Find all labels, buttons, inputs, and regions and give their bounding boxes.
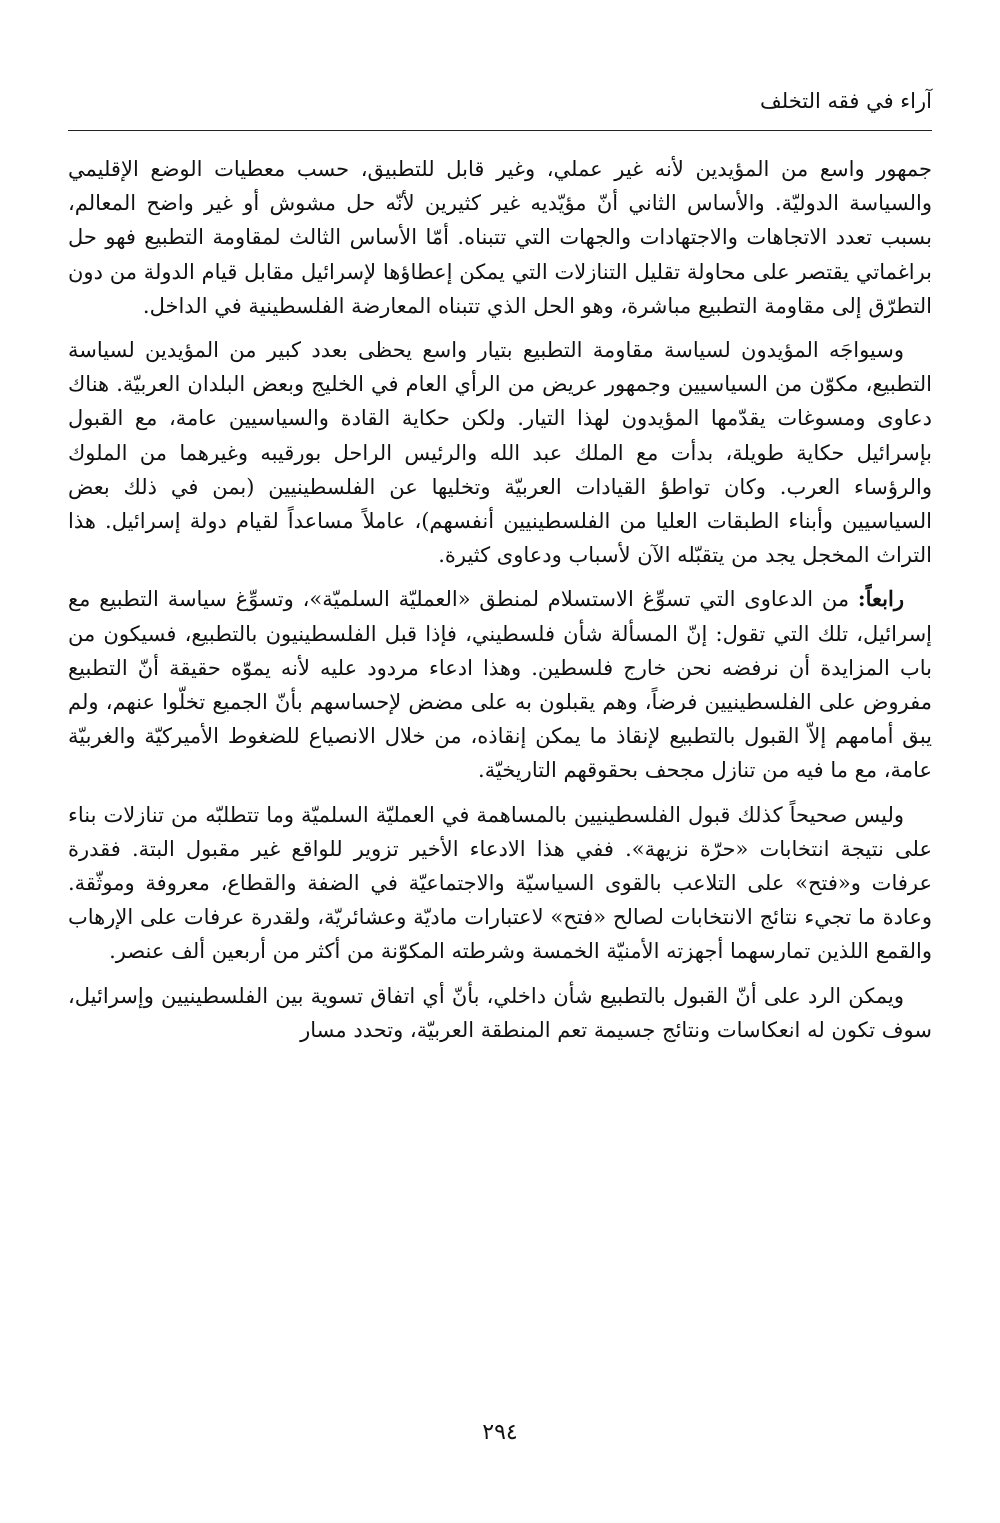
paragraph-4: وليس صحيحاً كذلك قبول الفلسطينيين بالمساهمة في العمليّة السلميّة وما تتطلبّه من تنازلات بناء على نتيجة انتخابات «حرّة نزيهة». ففي هذا الادعاء الأخير تزوير للواقع غير مقبول البتة. فقدرة عرفات و«فتح» على التلاعب بالقوى السياسيّة والاجتماعيّة في الضفة والقطاع، معروفة وموثّقة. وعادة ما تجيء نتائج الانتخابات لصالح «فتح» لاعتبارات ماديّة وعشائريّة، ولقدرة عرفات على الإرهاب والقمع اللذين تمارسهما أجهزته الأمنيّة الخمسة وشرطته المكوّنة من أكثر من أربعين ألف عنصر. bbox=[68, 802, 932, 964]
paragraph-3 bbox=[68, 582, 932, 787]
header-rule bbox=[68, 130, 932, 131]
paragraph-3-text: من الدعاوى التي تسوِّغ الاستسلام لمنطق «العمليّة السلميّة»، وتسوِّغ سياسة التطبيع مع إسرائيل، تلك التي تقول: إنّ المسألة شأن فلسطيني، فإذا قبل الفلسطينيون بالتطبيع، فسيكون من باب المزايدة أن نرفضه نحن خارج فلسطين. وهذا ادعاء مردود عليه لأنه يموّه حقيقة أنّ التطبيع مفروض على الفلسطينيين فرضاً، وهم يقبلون به على مضض لإحساسهم بأنّ الجميع تخلّوا عنهم، ولم يبق أمامهم إلاّ القبول بالتطبيع لإنقاذ ما يمكن إنقاذه، من خلال الانصياع للضغوط الأميركيّة والغربيّة عامة، مع ما فيه من تنازل مجحف بحقوقهم التاريخيّة. bbox=[68, 587, 932, 783]
paragraph-1: جمهور واسع من المؤيدين لأنه غير عملي، وغير قابل للتطبيق، حسب معطيات الوضع الإقليمي والسياسة الدوليّة. والأساس الثاني أنّ مؤيّديه غير كثيرين لأنّه حل مشوش أو غير واضح المعالم، بسبب تعدد الاتجاهات والاجتهادات والجهات التي تتبناه. أمّا الأساس الثالث لمقاومة التطبيع فهو حل براغماتي يقتصر على محاولة تقليل التنازلات التي يمكن إعطاؤها لإسرائيل مقابل قيام الدولة من دون التطرّق إلى مقاومة التطبيع مباشرة، وهو الحل الذي تتبناه المعارضة الفلسطينية في الداخل. bbox=[68, 157, 932, 318]
page-number: ٢٩٤ bbox=[482, 1420, 518, 1445]
paragraph-3-lead: رابعاً: bbox=[857, 586, 904, 612]
paragraph-5: ويمكن الرد على أنّ القبول بالتطبيع شأن داخلي، بأنّ أي اتفاق تسوية بين الفلسطينيين وإسرائيل، سوف تكون له انعكاسات ونتائج جسيمة تعم المنطقة العربيّة، وتحدد مسار bbox=[68, 983, 932, 1042]
paragraph-2: وسيواجَه المؤيدون لسياسة مقاومة التطبيع بتيار واسع يحظى بعدد كبير من المؤيدين لسياسة التطبيع، مكوّن من السياسيين وجمهور عريض من الرأي العام في الخليج وبعض البلدان العربيّة. هناك دعاوى ومسوغات يقدّمها المؤيدون لهذا التيار. ولكن حكاية القادة والسياسيين عامة، مع القبول بإسرائيل حكاية طويلة، بدأت مع الملك عبد الله والرئيس الراحل بورقيبه وغيرهما من الملوك والرؤساء العرب. وكان تواطؤ القيادات العربيّة وتخليها عن الفلسطينيين (بمن في ذلك بعض السياسيين وأبناء الطبقات العليا من الفلسطينيين أنفسهم)، عاملاً مساعداً لقيام دولة إسرائيل. هذا التراث المخجل يجد من يتقبّله الآن لأسباب ودعاوى كثيرة. bbox=[68, 338, 932, 568]
running-header: آراء في فقه التخلف bbox=[760, 89, 932, 113]
body-text bbox=[68, 152, 932, 1057]
